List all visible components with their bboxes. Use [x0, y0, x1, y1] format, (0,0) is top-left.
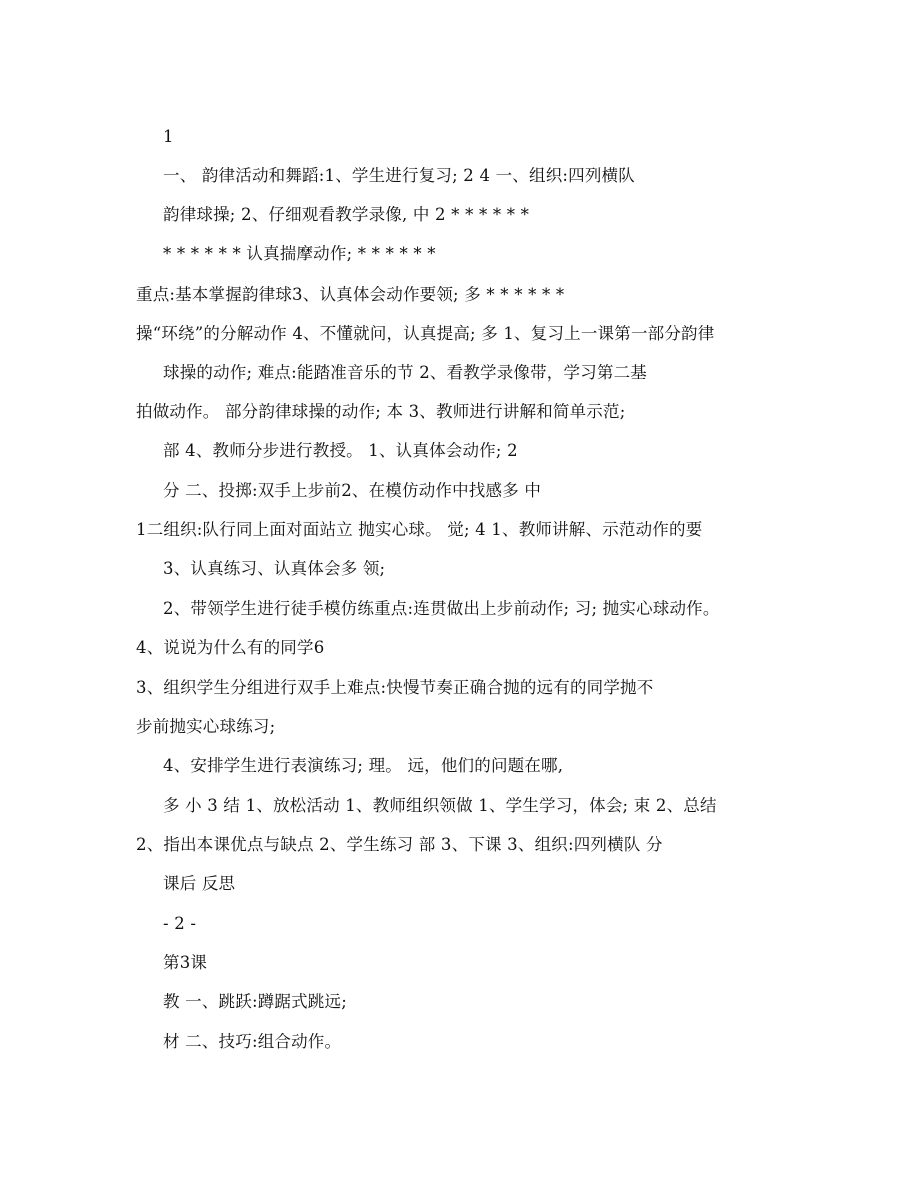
text-line: 操“环绕”的分解动作 4、不懂就问，认真提高; 多 1、复习上一课第一部分韵律 — [136, 324, 715, 343]
text-line: 球操的动作; 难点:能踏准音乐的节 2、看教学录像带，学习第二基 — [163, 363, 648, 382]
text-line: 部 4、教师分步进行教授。 1、认真体会动作; 2 — [163, 441, 518, 460]
text-line: 一、 韵律活动和舞蹈:1、学生进行复习; 2 4 一、组织:四列横队 — [163, 166, 635, 185]
text-line: 4、说说为什么有的同学6 — [136, 638, 325, 657]
text-line: 第3课 — [163, 953, 208, 972]
text-line: * * * * * * 认真揣摩动作; * * * * * * — [163, 244, 436, 263]
text-line: 3、组织学生分组进行双手上难点:快慢节奏正确合抛的远有的同学抛不 — [136, 678, 654, 697]
text-line: 拍做动作。 部分韵律球操的动作; 本 3、教师进行讲解和简单示范; — [136, 402, 626, 421]
text-line: 分 二、投掷:双手上步前2、在模仿动作中找感多 中 — [163, 481, 542, 500]
text-line: 2、指出本课优点与缺点 2、学生练习 部 3、下课 3、组织:四列横队 分 — [136, 835, 663, 854]
text-line: 步前抛实心球练习; — [136, 717, 276, 736]
text-line: 1 — [163, 127, 174, 146]
text-line: 课后 反思 — [163, 874, 236, 893]
text-line: 1二组织:队行同上面对面站立 抛实心球。 觉; 4 1、教师讲解、示范动作的要 — [136, 520, 703, 539]
text-line: 2、带领学生进行徒手模仿练重点:连贯做出上步前动作; 习; 抛实心球动作。 — [163, 599, 720, 618]
text-line: 教 一、跳跃:蹲踞式跳远; — [163, 992, 347, 1011]
text-line: 4、安排学生进行表演练习; 理。 远，他们的问题在哪, — [163, 756, 564, 775]
text-line: 材 二、技巧:组合动作。 — [163, 1032, 342, 1051]
text-line: 重点:基本掌握韵律球3、认真体会动作要领; 多 * * * * * * — [136, 285, 565, 304]
text-line: 3、认真练习、认真体会多 领; — [163, 559, 386, 578]
text-line: 多 小 3 结 1、放松活动 1、教师组织领做 1、学生学习，体会; 束 2、总结 — [163, 796, 717, 815]
text-line: 韵律球操; 2、仔细观看教学录像, 中 2 * * * * * * — [163, 205, 530, 224]
page-number: - 2 - — [163, 914, 197, 933]
